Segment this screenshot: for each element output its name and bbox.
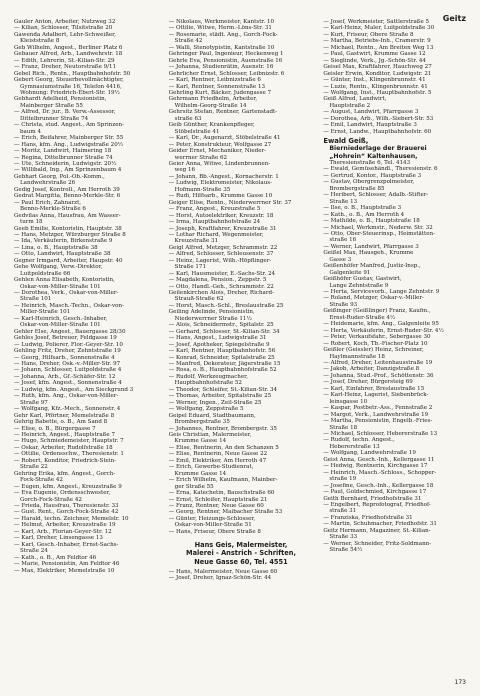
directory-entry: — Rosa, o. B., Hauptbahnhofstraße 52 [168, 367, 277, 374]
directory-entry: — Konrad, Schneider, Spitalstraße 25 [168, 354, 275, 361]
directory-entry: — Otto, Ober-Steuerinsp., Heimstätten- [323, 230, 435, 237]
directory-entry: — Karl, Dr., Augenarzt, Stöbelstraße 41 [168, 135, 281, 142]
directory-entry: Wilhelm-Georg-Straße 14 [174, 102, 247, 109]
directory-entry: Dittelbrunner Straße 74 [20, 115, 89, 122]
directory-entry: Oskar-von-Miller-Straße 51 [174, 522, 252, 529]
directory-entry: — Wolfgang, Zeppstraße 5 [168, 406, 244, 413]
directory-entry: — Ruth, kfm. Ang., Oskar-von-Miller- [14, 393, 119, 400]
directory-entry: — Gustav, Obergrenzpolmeister, [323, 179, 415, 186]
directory-entry: — Hedwig, Rentnerin, Kirchgasse 17 [323, 463, 428, 470]
directory-entry: straße 31 [329, 508, 357, 515]
directory-entry: — Robert, Koch, Tb.-Fischer-Platz 10 [323, 340, 428, 347]
directory-entry: — August, Landwirt, Pfarrgasse 3 [323, 109, 419, 116]
directory-entry: — Franz, Rentner, Neue Gasse 60 [168, 502, 264, 509]
directory-entry: Straße 171 [174, 264, 206, 271]
directory-entry: Gehrle Eva, Pensionistin, Auenstraße 16 [168, 57, 283, 64]
directory-entry: — Ludwig, Polierer, Flor.-Geyer-Str. 10 [14, 341, 123, 348]
directory-entry: — Emil, Landwirt, Hauptstraße 3 [323, 122, 417, 129]
directory-entry: — Johann, Schlosser, Luitpoldstraße 4 [14, 367, 122, 374]
directory-entry: — Hans, Angest., Ludwigstraße 31 [168, 335, 267, 342]
directory-entry: — Kath., o. B., Am Feldtor 46 [14, 554, 97, 561]
directory-entry: — Marie, Pensionistin, Am Feldtor 46 [14, 561, 120, 568]
directory-entry: — Karl-Heinrich, Gesch.-Inhaber, [14, 315, 108, 322]
directory-entry: — Gerhard, Schlosser, St.-Kilian-Str. 34 [168, 328, 280, 335]
directory-entry: — Otto, Handl.-Geh., Schrammstr. 22 [168, 283, 274, 290]
directory-entry: — Johanna, Studienrätin, Auenstr. 16 [168, 64, 274, 71]
directory-entry: — Oskar, Arbeiter, Rudolfstraße 18 [14, 444, 113, 451]
directory-entry: Landwehrstraße 26 [20, 180, 76, 187]
directory-entry: — Lothar Richard, Wegenmeister, [168, 231, 264, 238]
directory-entry: Straße 33 [329, 534, 358, 541]
directory-entry: Geiling Adelinde, Pensionistin, [168, 309, 255, 316]
directory-entry: Gehrmann Friedhelm, Arbeiter, [168, 96, 258, 103]
directory-entry: Straße 24 [20, 548, 48, 555]
directory-entry: Kreuzstraße 31 [174, 238, 219, 245]
directory-entry: — Heinz, Lagerist, Wilh.-Höpflinger- [168, 257, 272, 264]
directory-entry: Gedig Josef, Kontroll., Am Herroth 39 [14, 186, 120, 193]
directory-entry: Gehe Wolfgang, Verw.-Direktor, [14, 264, 103, 271]
directory-entry: — Thomas, Arbeiter, Spitalstraße 25 [168, 393, 272, 400]
directory-entry: — Erich Wilhelm, Kaufmann, Mainber- [168, 477, 278, 484]
directory-entry: Geis Christian, Malermeister, [168, 432, 252, 438]
directory-entry: — Walli, Stenotypistin, Kantstraße 10 [168, 44, 275, 51]
directory-entry: Gehlen Anna Elisabeth, Kontoristin, [14, 277, 115, 284]
directory-entry: Geipel Eduard, Stadtbaumann, [168, 412, 256, 419]
directory-entry: Gehler Else, Angest., Bauergasse 28/30 [14, 328, 126, 335]
directory-entry: — Heinrich, Angest., Hauptstraße 7 [14, 432, 115, 438]
directory-entry: — Kaspar, Postbetr.-Ass., Fennstraße 2 [323, 405, 433, 412]
directory-entry: — Lina, o. B., Hauptstraße 38 [14, 244, 98, 251]
page-number: 173 [454, 679, 466, 686]
directory-entry: — Werner, Ingen., Zeil-Straße 25 [168, 399, 262, 406]
directory-entry: ger Straße 55 [174, 483, 214, 490]
directory-entry: — Karl-Heinz, Maler, Luitpoldstraße 30 [323, 25, 435, 32]
directory-entry: — Gust. Rent., Gorch-Fock-Straße 42 [14, 509, 119, 516]
directory-entry: — Georg, Rentner, Maibacher Straße 53 [168, 509, 283, 516]
brewery-subtitle-1: Bierniederlage der Brauerei [329, 145, 427, 153]
directory-entry: — Elise, Rentnerin, An den Schanzen 5 [168, 444, 279, 451]
directory-entry: Geitz Hermann, Magaziner, St.-Kilian- [323, 527, 431, 534]
directory-entry: — Harald, techn. Zeichner, Memelstr. 10 [14, 515, 129, 522]
directory-entry: Gawenda Adalbert, Lehr-Schweißer, [14, 31, 116, 38]
directory-entry: — Theodor, Schleifer, St.-Kilian-Str. 34 [168, 386, 278, 393]
directory-entry: — Hans, Friseur, Obere Straße 8 [168, 528, 261, 535]
directory-entry: — Karl, Arb., Florian-Geyer-Str. 12 [14, 528, 112, 535]
directory-entry: Geib Günther, Krankenpfleger, [168, 122, 255, 129]
directory-entry: Geilenkirchen Alois, Dreher, Richard- [168, 290, 274, 297]
directory-entry: — Heribert, Schlosser, Adalb.-Stifter- [323, 192, 429, 199]
directory-entry: Straße 42 [174, 38, 203, 45]
directory-entry: — Moritz, Landwirt, Haimering 18 [14, 148, 112, 155]
directory-entry: Gebel Rich., Rentn., Hauptbahnhofstr. 50 [14, 70, 131, 77]
directory-entry: — Kurt, Friseur, Obere Straße 8 [323, 31, 414, 38]
directory-entry: — Karl, Hausmeister, E.-Sachs-Str. 24 [168, 270, 276, 277]
directory-entry: — Martin, Schuhmacher, Friedhofstr. 31 [323, 521, 437, 528]
directory-entry: — Joseph, Kraftfahrer, Kreuzstraße 31 [168, 225, 277, 232]
directory-entry: — Eugen, kfm. Angest., Kreuzstraße 9 [14, 483, 122, 490]
directory-entry: — Herta, Servicevorb., Lange Zehntstr. 9 [323, 289, 440, 296]
directory-entry: — Ernst, Landw., Hauptbahnhofstr. 60 [323, 128, 432, 135]
directory-entry: — Heinrich, Masch.-Techn., Oskar-von- [14, 302, 124, 309]
directory-entry: Geisel Max, Kraftfahrer, Hauchweg 27 [323, 64, 432, 71]
directory-entry: Hauptbahnhofstraße 52 [174, 380, 242, 387]
directory-entry: — Helmut, Arbeiter, Kreuzstraße 19 [14, 522, 116, 529]
directory-entry: — Karl, Gesch.-Inhaber, Ernst-Sachs- [14, 541, 119, 548]
directory-entry: Gehrsitz Stefan, Rentner, Gartenstadt- [168, 109, 278, 116]
directory-entry: — Rosemarie, städt. Ang., Gorch-Fock- [168, 31, 278, 38]
directory-entry: — Paul, Gastwirt, Krumme Gasse 12 [323, 51, 426, 58]
directory-entry: Hebererstraße 13 [329, 443, 380, 450]
directory-entry: — Hans, kfm. Ang., Ludwigstraße 20½ [14, 141, 124, 148]
directory-entry: Straße 54½ [329, 547, 363, 554]
directory-entry: — Ernst, Schleifer, Hauptstraße 21 [168, 496, 268, 503]
directory-entry: Straße 22 [20, 464, 48, 471]
directory-entry: — Karl-Heinz, Lagerist, Siebenbrück- [323, 392, 429, 399]
directory-entry: — Rudolf, Werkzeugmacher, [168, 373, 248, 380]
directory-entry: — Günter, Inst., Klingenbrunnstr. 41 [323, 77, 426, 84]
directory-entry: straße 16 [329, 237, 357, 244]
directory-entry: Geith Bernhard, Friedhofstraße 31 [323, 495, 422, 502]
directory-entry: — Peter, Verkaufsfahr., Sebergasse 30 [323, 334, 431, 341]
directory-entry: Gehling Fritz, Dreher, Zehntstraße 19 [14, 348, 121, 355]
directory-entry: — Martha, Pensionistin, Engelb.-Fries- [323, 418, 433, 425]
directory-entry: Haylmannstraße 18 [329, 353, 385, 360]
directory-entry: Brombergstraße 85 [329, 185, 385, 192]
directory-entry: — Otto, Landwirt, Hauptstraße 38 [14, 251, 111, 258]
directory-entry: — Elise, Rentnerin, Neue Gasse 22 [168, 451, 268, 458]
directory-entry: — Heidemarie, kfm. Ang., Galgenleite 95 [323, 321, 439, 328]
directory-entry: Straße 101 [20, 296, 52, 303]
directory-entry: — Magdalena, Pension., Zeppstr. 5 [168, 277, 267, 284]
directory-entry: Geißinger (Geißlinger) Franz, Kaufm., [323, 308, 431, 315]
directory-entry: Geisler Erwin, Konditor, Ludwigstr. 21 [323, 70, 432, 77]
directory-entry: — Ilse, o. B., Hauptstraße 3 [323, 205, 402, 212]
directory-entry: Niederwerrner Straße 11½ [174, 315, 252, 322]
directory-entry: Gehrling Kurt, Bäcker, Judengasse 7 [168, 89, 272, 96]
directory-entry: — Wolfgang, Inst., Hauptbahnhofstr. 5 [323, 89, 432, 96]
directory-entry: — Luzie, Rentn., Klingenbrunnstr. 41 [323, 83, 428, 90]
directory-entry: — Johannes, Rentner, Brombergstr. 35 [168, 425, 277, 432]
directory-entry: — Gertrud, Kontor., Hauptstraße 3 [323, 172, 422, 179]
directory-entry: Straße 93 [329, 301, 358, 308]
directory-entry: — Roland, Metzger, Oskar-v.-Miller- [323, 295, 424, 302]
directory-entry: Galgenleite 91 [329, 269, 371, 276]
directory-entry: Gasse 3 [329, 256, 352, 263]
directory-entry: — Margot, Verk., Landwehrstraße 19 [323, 411, 429, 418]
directory-entry: — Edith, Lehrerin, St.-Kilian-Str. 29 [14, 57, 115, 64]
directory-entry: — Sieglinde, Verk., Jg.-Schön-Str. 44 [323, 57, 426, 64]
directory-entry: — Emil, Elektriker, Am Herroth 47 [168, 457, 267, 464]
directory-entry: — Karl, Rentner, Hauptbahnhofstr. 56 [168, 348, 276, 355]
directory-entry: — Michael, Werkmstr., Nederw. Str. 32 [323, 224, 433, 231]
directory-entry: — Michael, Schlosser, Hebererstraße 13 [323, 431, 438, 437]
directory-entry: Gebauer Alfred, Arb., Landwehrstr. 18 [14, 51, 123, 58]
directory-entry: — Ottilie, Ordensschw., Theresienstr. 1 [14, 451, 124, 458]
directory-entry: — Peter, Konstrukteur, Wolfgasse 27 [168, 141, 272, 148]
directory-entry: — Willibald, Ing., Am Sprinzenbaum 4 [14, 167, 122, 174]
ad-line-1: Hans Geis, Malermeister, [194, 541, 288, 550]
directory-entry: Geißenhöfer Manfred, Justiz-Insp., [323, 263, 421, 270]
directory-entry: Krumme Gasse 14 [174, 470, 227, 477]
directory-entry: — Herta, Verkäuferin, Ernst-Ruder-Str. 4½ [323, 327, 444, 334]
directory-entry: Gehles Josef, Betreuer, Feldgasse 19 [14, 335, 117, 342]
directory-entry: — Ludwig, kfm. Angest., Am Sieckgrund 3 [14, 386, 134, 393]
directory-entry: — Ute, Schneiderin, Ludwigstr. 20½ [14, 160, 117, 167]
directory-entry: — Johanna, Stud.-Prof., Schöttenstr. 36 [323, 372, 434, 379]
directory-entry: — Erich, Beifahrer, Mainberger Str. 55 [14, 135, 124, 142]
directory-entry: — Karl, Dreher, Linsengasse 13 [14, 535, 103, 542]
directory-entry: Gehrig Babette, o. B., Am Sand 8 [14, 419, 108, 426]
directory-entry: — Regina, Dittelbrunner Straße 74 [14, 154, 113, 161]
directory-entry: Wohnung: Friedrich-Ebert-Str. 19½ [20, 89, 120, 96]
directory-entry: — Ewald, Gemüsehändl., Theresienstr. 6 [323, 166, 438, 173]
directory-entry: Gebert Georg, Steuerbevollmächtigter, [14, 77, 124, 84]
directory-entry: — Horst, Masch.-Schl., Breslaustraße 25 [168, 302, 284, 309]
directory-entry: — Franziska, Friedhofstraße 31 [323, 514, 413, 521]
directory-entry: Gorch-Fock-Straße 42 [20, 496, 82, 503]
directory-entry: — Alfred, Dreher, Leitenhausstraße 19 [323, 360, 433, 367]
directory-entry: — Dorothea, Arb., Wilh.-Siebert-Str. 53 [323, 115, 434, 122]
directory-entry: — Wolfgang, Landwehrstraße 19 [323, 450, 416, 457]
directory-entry: Gymnasiumstraße 16, Telefon 4416, [20, 83, 122, 90]
directory-entry: Hauptstraße 2 [329, 102, 371, 109]
directory-entry: — Erich, Gewerbe-Studienrat, [168, 464, 254, 471]
directory-entry: Hofmann-Straße 35 [174, 186, 231, 193]
column-1 [14, 19, 159, 670]
directory-entry: — Karl, Rentner, Leibnizstraße 6 [168, 77, 261, 84]
directory-entry: Strauß-Straße 62 [174, 296, 224, 303]
directory-entry: Luitpoldstraße 66 [20, 270, 71, 277]
brewery-subtitle-2: „Hohrein“ Kaltenhausen, [329, 152, 418, 160]
directory-entry: — Alfred, Dr. jur., B. Verw.-Assessor, [14, 109, 116, 116]
directory-entry: — Dorothea, Verk., Oskar-von-Miller- [14, 290, 119, 297]
directory-entry: Geiger Elise, Rentn., Niederwerrner Str. 37 [168, 199, 292, 206]
directory-entry: Geiß Alfred, Landwirt, [323, 96, 387, 103]
directory-entry: — Josef, Dreher, Ignaz-Schön-Str. 44 [168, 575, 272, 582]
directory-entry: — Josef, Dreher, Bürgersteig 69 [323, 379, 413, 386]
directory-entry: Straße 18 [329, 424, 358, 431]
directory-entry: — Ottilie, Witwe, Herm.-Löns-Str. 31 [168, 25, 272, 32]
directory-entry: Ernst-Ruder-Straße 4½ [329, 314, 396, 321]
directory-entry: — Wolfgang, Kfz.-Mech., Sonnenstr. 4 [14, 406, 121, 413]
directory-entry: — Paul Erich, Zahnarzt, [14, 199, 82, 206]
advertisement-block [169, 541, 314, 566]
directory-entry: — Kath., o. B., Am Herroth 4 [323, 211, 405, 218]
directory-entry: Gebhart Georg, Pol.-Ob.-Komm., [14, 173, 105, 180]
directory-entry: Gehringer Paul, Ingenieur, Heckenweg 1 [168, 51, 284, 58]
directory-entry: Gehring Erika, kfm. Angest., Gorch- [14, 470, 116, 477]
directory-entry: straße 63 [174, 115, 202, 122]
directory-entry: — Johanna, Arb., Gf.-Schäfer-Str. 12 [14, 373, 116, 380]
directory-entry: werrner Straße 62 [174, 154, 228, 161]
directory-entry: Benno-Merkle-Straße 6 [20, 206, 86, 213]
directory-entry: — Paul, Goldschmied, Kirchgasse 17 [323, 489, 427, 496]
directory-entry: — Engelbert, Reprofotograf, Friedhof- [323, 501, 431, 508]
directory-entry: — Rudolf, techn. Angest., [323, 437, 395, 444]
directory-entry: — Martha, Betriebs-Inh., Cramerstr. 9 [323, 38, 431, 45]
directory-entry: Geier Anna, Witwe, Lindenbrunnen- [168, 160, 271, 167]
directory-page [14, 14, 468, 686]
directory-entry: — Eva Eugenie, Ordensschwester, [14, 490, 111, 497]
directory-entry: — Max, Elektriker, Memelstraße 10 [14, 567, 115, 574]
directory-entry: straße 19 [329, 476, 357, 483]
directory-entry: — Hans, Malermeister, Neue Gasse 60 [168, 568, 278, 575]
directory-entry: — Karl, Rentner, Sonnenstraße 13 [168, 83, 266, 90]
directory-entry: Straße 13 [329, 198, 358, 205]
directory-entry: Geider Ernst, Mechaniker, Nieder- [168, 148, 267, 155]
directory-entry: — Johann, Bb.-Angest., Kornacherstr. 1 [168, 173, 279, 180]
directory-entry: Oskar-von-Miller-Straße 101 [20, 322, 101, 329]
directory-entry: Geb Wilhelm, Angest., Berliner Platz 6 [14, 44, 123, 51]
directory-entry: Gegner Irmgard, Arbeiter, Haupstr. 40 [14, 257, 123, 264]
ad-line-3: Neue Gasse 60, Tel. 4551 [194, 557, 288, 566]
directory-entry: weg 16 [174, 167, 196, 174]
directory-entry: — Christa, stud. Angest., Am Sprinzen- [14, 122, 124, 129]
directory-entry: — Josef, Werkmeister, Sattlerstraße 5 [323, 19, 430, 25]
directory-entry: Geigl Alfred, Metzger, Schrammstr. 22 [168, 244, 278, 251]
directory-entry: — Alfred, Schlosser, Schleusenstr. 37 [168, 251, 274, 258]
directory-entry: Miller-Straße 101 [20, 309, 71, 316]
directory-entry: Gauler Anton, Arbeiter, Nutzweg 32 [14, 19, 116, 25]
directory-entry: Stöbelstraße 41 [174, 128, 220, 135]
directory-entry: Geißler (Geissler) Heinz, Schreiner, [323, 347, 424, 354]
column-3 [323, 19, 468, 670]
directory-entry: — Franz, Dreher, Neutorstraße 9/11 [14, 64, 117, 71]
directory-entry: Lange Zehntstraße 9 [329, 282, 389, 289]
directory-entry: Gehrlicher Ernst, Schlosser, Leibnizstr. 6 [168, 70, 285, 77]
columns-container [14, 19, 468, 670]
directory-entry: — Hans, Metzger, Würzburger Straße 8 [14, 231, 126, 238]
directory-entry: Brombergstraße 35 [174, 419, 230, 426]
ad-line-2: Malerei - Anstrich - Schriften, [186, 549, 296, 558]
directory-entry: Fock-Straße 42 [20, 477, 63, 484]
directory-entry: Geißhöfer Gustav, Gastwirt, [323, 276, 402, 283]
directory-entry: — Manfred, Dekorateur, Jägerstraße 15 [168, 361, 281, 368]
directory-entry: — Jakob, Arbeiter, Danzigstraße 8 [323, 366, 420, 373]
directory-entry: Krumme Gasse 14 [174, 438, 227, 445]
directory-entry: Mainberger Straße 55 [20, 102, 83, 109]
directory-entry: — Günter, Heizungs-Schlosser, [168, 515, 256, 522]
directory-entry: — Josefine, Gesch.-Inh., Kellergasse 18 [323, 482, 434, 489]
directory-entry: — Mathilde, o. B., Hauptstraße 18 [323, 218, 420, 225]
directory-entry: — Ludwig, Elektromeister, Nikolaus- [168, 180, 273, 187]
directory-entry: — Frieda, Hausfrau, Theresienstr. 33 [14, 502, 119, 509]
directory-entry: baum 4 [20, 128, 41, 135]
directory-entry: — Horst, Autoelektriker, Kreuzstr. 18 [168, 212, 274, 219]
directory-entry: — Hugo, Schmiedemeister, Hauptstr. 7 [14, 438, 124, 445]
running-head: Geitz [442, 14, 466, 23]
directory-entry: — Franz, Angest., Kreuzstraße 5 [168, 206, 261, 213]
directory-entry: — Rudi, Hilfsarb., Krumme Gasse 10 [168, 193, 273, 200]
directory-entry: — Karl, Einfahrer, Breslaustraße 15 [323, 385, 425, 392]
directory-entry: — Irma, Hauptbahnhofstraße 24 [168, 219, 261, 226]
directory-entry: Geeb Emilie, Kontoristin, Hauptstr. 38 [14, 225, 122, 232]
directory-entry: leinsgasse 10 [329, 398, 368, 405]
directory-entry: Gedrat Margitta, Benno-Merkle-Str. 6 [14, 193, 121, 200]
directory-entry: — Michael, Rentn., Am Breiten Weg 13 [323, 44, 434, 51]
directory-entry: — Heinrich, Masch.-Schloss., Schopper- [323, 469, 437, 476]
directory-entry: Kleiststraße 8 [20, 38, 60, 45]
directory-entry: turm 18 [20, 219, 43, 226]
directory-entry: Gehr Karl, Pförtner, Memelstraße 8 [14, 412, 115, 419]
brewery-heading: Ewald Geiß, [323, 137, 369, 146]
directory-entry: — Josef, Apotheker, Spiegelstraße 9 [168, 341, 270, 348]
directory-entry: Geist Anna, Gesch.-Inh., Kellergasse 11 [323, 456, 435, 463]
directory-entry: — Werner, Landwirt, Pfarrgasse 3 [323, 243, 419, 250]
directory-entry: — Alois, Schneidermstr., Spitalstr. 25 [168, 322, 274, 329]
directory-entry: Geißel Max, Hausgeh., Krumme [323, 250, 414, 257]
directory-entry: Oskar-von-Miller-Straße 101 [20, 283, 101, 290]
directory-entry: — Josef, kfm. Angest., Sonnenstraße 4 [14, 380, 122, 387]
directory-entry: Gebhardt Adelheid, Pensionistin, [14, 96, 107, 103]
directory-entry: — Georg, Hilfsarb., Sonnenstraße 4 [14, 354, 115, 361]
directory-entry: — Ida, Verkäuferin, Birkenstraße 9 [14, 238, 113, 245]
directory-entry: Gedvilas Anna, Hausfrau, Am Wasser- [14, 212, 121, 219]
column-2 [169, 19, 314, 670]
directory-entry: — Kilian, Schlosser, Tilsitstraße 20 [14, 25, 113, 32]
directory-entry: — Erna, Katechetin, Bauschstraße 60 [168, 490, 275, 497]
directory-entry: — Elise, o. B., Bürgergasse 7 [14, 425, 96, 432]
directory-entry: — Robert, Konditor, Friedrich-Stein- [14, 457, 117, 464]
directory-entry: Straße 97 [20, 399, 48, 406]
directory-entry: — Hans, Dreher, Osk.-v.-Miller-Str. 97 [14, 361, 121, 368]
directory-entry: — Werner, Schneider, Fritz-Soldmann- [323, 540, 432, 547]
directory-entry: — Nikolaus, Werkmeister, Kantstr. 10 [168, 19, 275, 25]
brewery-address: Theresienstraße 6, Tel. 4143 [329, 159, 411, 166]
